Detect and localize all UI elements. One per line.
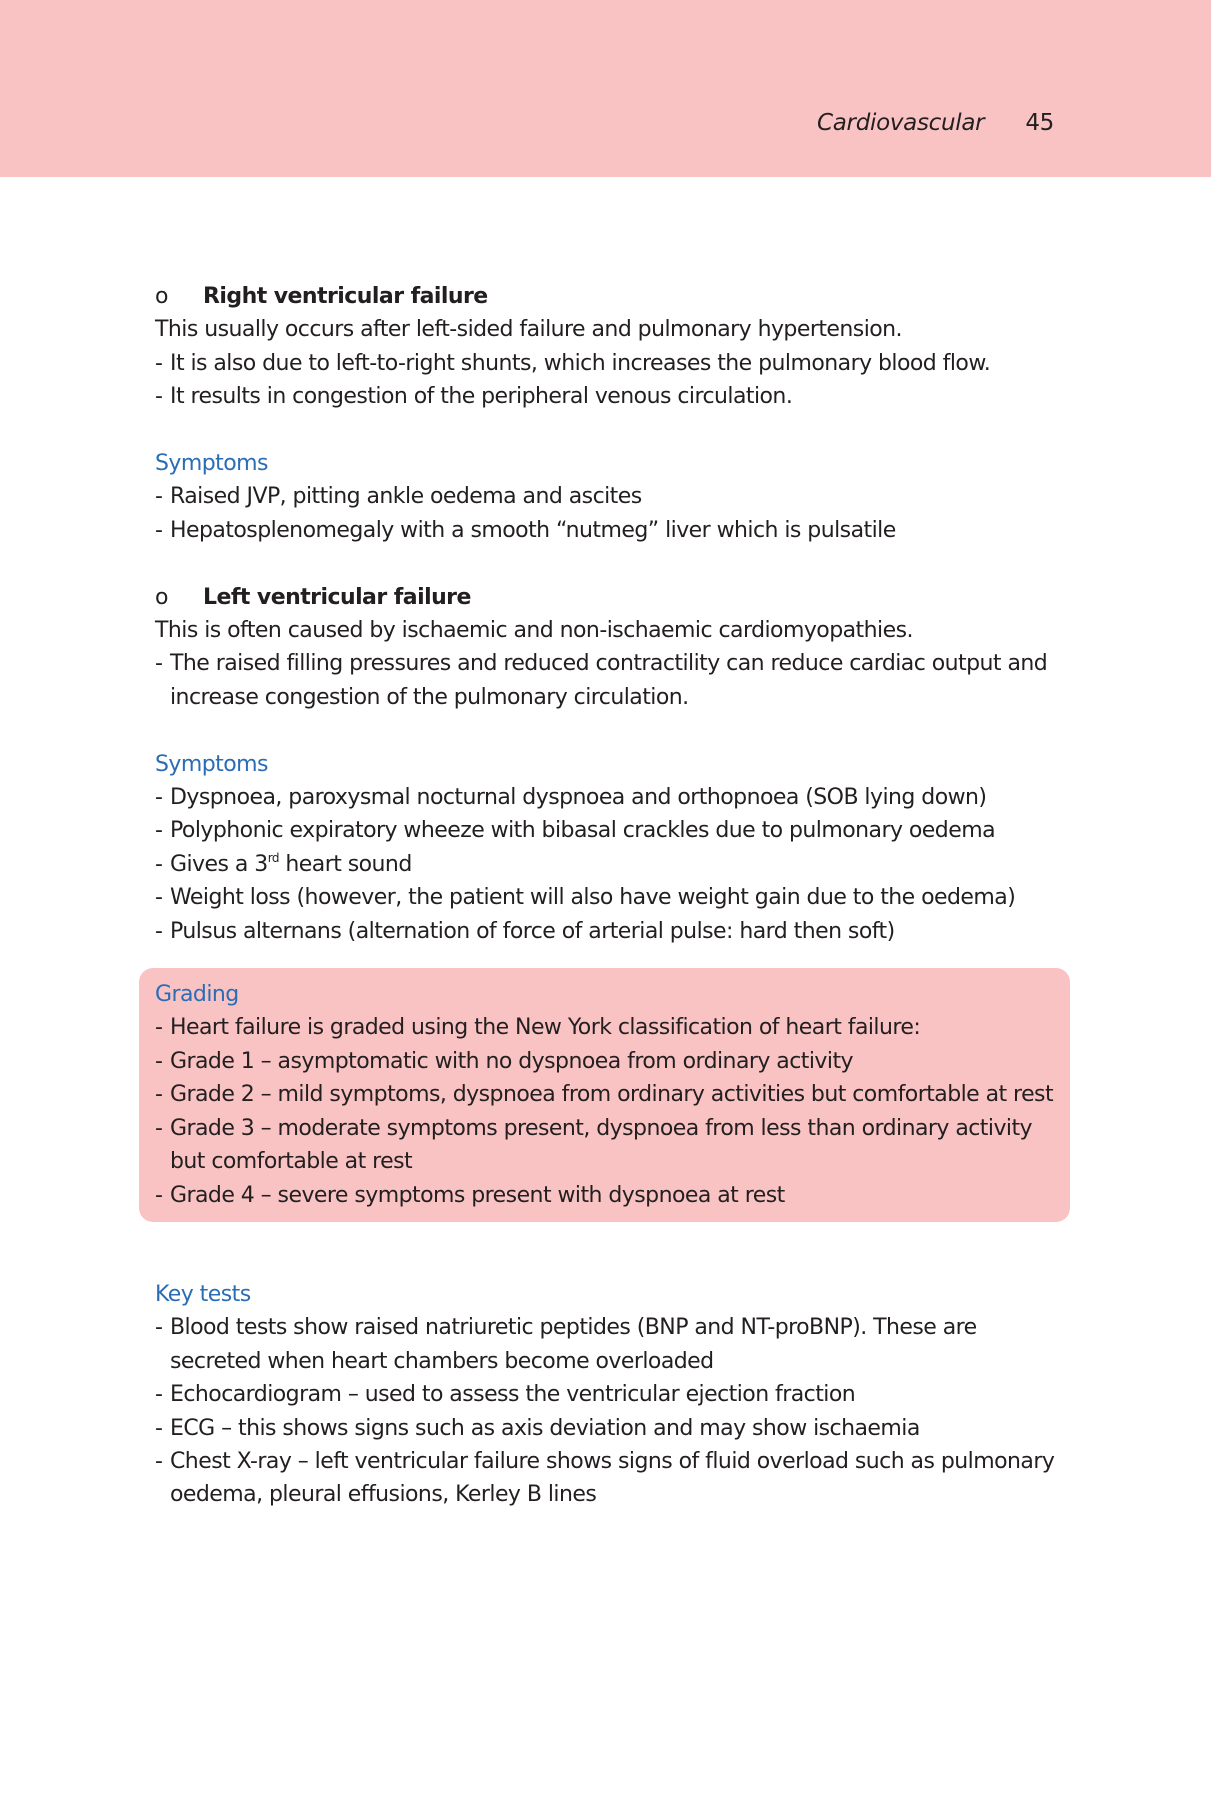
list-item: - Raised JVP, pitting ankle oedema and ascites (155, 480, 1060, 513)
section-title: Cardiovascular (816, 110, 985, 136)
rvf-heading (155, 280, 1060, 313)
lvf-symptoms-heading: Symptoms (155, 751, 268, 777)
list-item: - Grade 3 – moderate symptoms present, dyspnoea from less than ordinary activity but comfortable at rest (155, 1112, 1060, 1179)
rvf-symptoms-heading: Symptoms (155, 451, 268, 477)
list-item: - Echocardiogram – used to assess the ventricular ejection fraction (155, 1378, 1060, 1411)
list-item: - Polyphonic expiratory wheeze with bibasal crackles due to pulmonary oedema (155, 814, 1060, 847)
key-tests-list (155, 1311, 1060, 1511)
lvf-points (155, 647, 1060, 714)
rvf-title: Right ventricular failure (203, 284, 488, 309)
page-content (155, 280, 1060, 1512)
rvf-symptoms-list (155, 480, 1060, 547)
list-item-third-heart-sound: - Gives a 3rd heart sound (155, 848, 1060, 881)
running-head (817, 110, 1054, 136)
bullet-o-icon: o (155, 584, 168, 610)
list-item: - ECG – this shows signs such as axis deviation and may show ischaemia (155, 1412, 1060, 1445)
grading-callout (139, 968, 1070, 1222)
lvf-intro: This is often caused by ischaemic and non-ischaemic cardiomyopathies. (155, 618, 913, 644)
list-item: - Grade 2 – mild symptoms, dyspnoea from ordinary activities but comfortable at rest (155, 1078, 1060, 1111)
list-item: - Weight loss (however, the patient will also have weight gain due to the oedema) (155, 881, 1060, 914)
rvf-intro: This usually occurs after left-sided failure and pulmonary hypertension. (155, 317, 902, 343)
list-item: - Pulsus alternans (alternation of force of arterial pulse: hard then soft) (155, 915, 1060, 948)
list-item: - Heart failure is graded using the New York classification of heart failure: (155, 1011, 1060, 1044)
lvf-title: Left ventricular failure (203, 584, 471, 610)
grading-list (155, 1011, 1060, 1211)
list-item: - Grade 4 – severe symptoms present with dyspnoea at rest (155, 1179, 1060, 1212)
bullet-o-icon: o (155, 284, 168, 309)
list-item: - The raised filling pressures and reduced contractility can reduce cardiac output and increase congestion of the pulmonary circulation. (155, 647, 1060, 714)
list-item: - It results in congestion of the peripheral venous circulation. (155, 380, 1060, 413)
rvf-points (155, 347, 1060, 414)
grading-heading: Grading (155, 982, 239, 1008)
lvf-symptoms-list (155, 781, 1060, 948)
list-item: - Blood tests show raised natriuretic peptides (BNP and NT-proBNP). These are secreted when heart chambers become overloaded (155, 1311, 1060, 1378)
lvf-heading (155, 581, 1060, 614)
key-tests-heading: Key tests (155, 1281, 251, 1307)
list-item: - Grade 1 – asymptomatic with no dyspnoea from ordinary activity (155, 1045, 1060, 1078)
superscript-rd: rd (267, 850, 279, 865)
page-number: 45 (1025, 110, 1054, 136)
header-band (0, 0, 1211, 177)
list-item: - Chest X-ray – left ventricular failure shows signs of fluid overload such as pulmonary oedema, pleural effusions, Kerley B lines (155, 1445, 1060, 1512)
list-item: - Dyspnoea, paroxysmal nocturnal dyspnoea and orthopnoea (SOB lying down) (155, 781, 1060, 814)
list-item: - Hepatosplenomegaly with a smooth “nutmeg” liver which is pulsatile (155, 514, 1060, 547)
list-item: - It is also due to left-to-right shunts, which increases the pulmonary blood flow. (155, 347, 1060, 380)
